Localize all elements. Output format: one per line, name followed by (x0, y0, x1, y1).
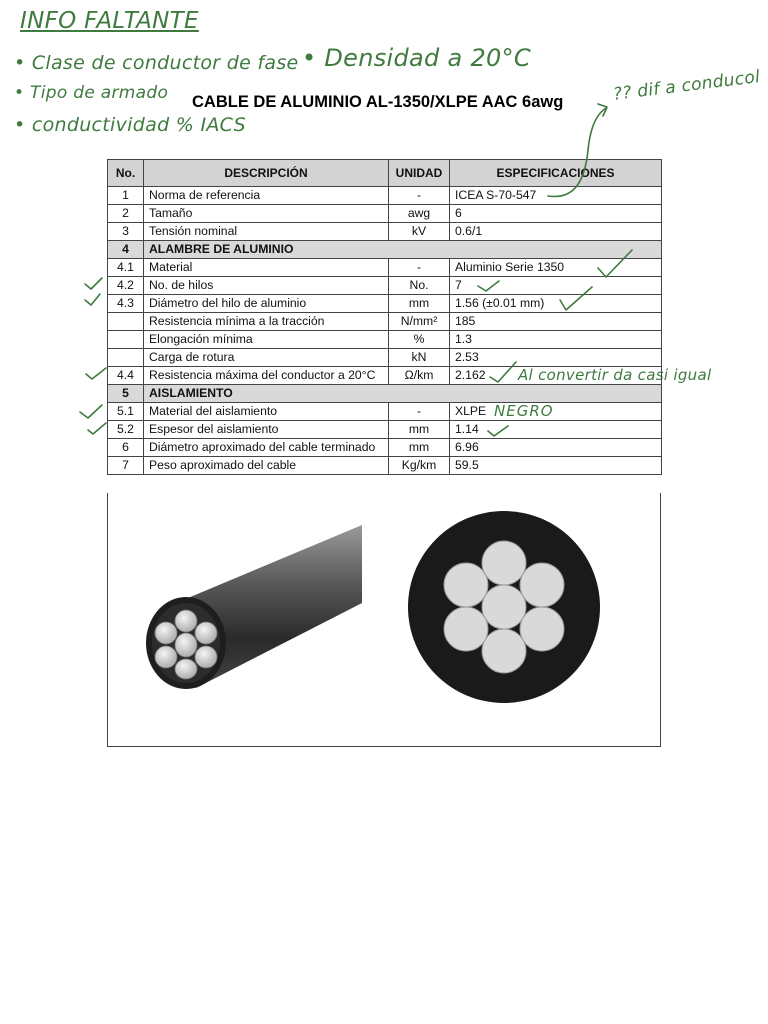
cell-description: No. de hilos (144, 277, 389, 295)
checkmark-margin-4-4 (86, 368, 106, 379)
handwritten-bullet-2: • Densidad a 20°C (302, 44, 531, 72)
table-row (108, 457, 662, 475)
cell-description: Peso aproximado del cable (144, 457, 389, 475)
cell-description: Norma de referencia (144, 187, 389, 205)
col-header-unit: UNIDAD (389, 160, 450, 187)
table-row (108, 259, 662, 277)
cell-no: 3 (108, 223, 144, 241)
checkmark-margin-5-1 (80, 405, 102, 418)
cell-unit: mm (389, 439, 450, 457)
cell-spec: 1.56 (±0.01 mm) (450, 295, 662, 313)
cell-unit: awg (389, 205, 450, 223)
specifications-table (107, 159, 662, 475)
cell-unit: N/mm² (389, 313, 450, 331)
table-row (108, 421, 662, 439)
cell-spec: 6 (450, 205, 662, 223)
handwritten-note-row-5-1: NEGRO (494, 402, 554, 420)
table-header-row (108, 160, 662, 187)
cell-description: Elongación mínima (144, 331, 389, 349)
table-row (108, 313, 662, 331)
cell-spec: 1.3 (450, 331, 662, 349)
cell-unit: kN (389, 349, 450, 367)
cell-unit: No. (389, 277, 450, 295)
col-header-no: No. (108, 160, 144, 187)
cell-description: Diámetro aproximado del cable terminado (144, 439, 389, 457)
cell-unit: - (389, 187, 450, 205)
section-title: ALAMBRE DE ALUMINIO (144, 241, 662, 259)
table-row (108, 223, 662, 241)
cell-spec: 0.6/1 (450, 223, 662, 241)
cell-no: 4 (108, 241, 144, 259)
cell-unit: Ω/km (389, 367, 450, 385)
cell-no: 5.2 (108, 421, 144, 439)
cell-unit: mm (389, 295, 450, 313)
cell-unit: - (389, 259, 450, 277)
cell-unit: - (389, 403, 450, 421)
cable-photo (136, 523, 366, 693)
cell-no: 4.2 (108, 277, 144, 295)
table-row (108, 403, 662, 421)
cell-unit: % (389, 331, 450, 349)
cell-no: 4.4 (108, 367, 144, 385)
cell-description: Material del aislamiento (144, 403, 389, 421)
table-row (108, 205, 662, 223)
cell-spec: 2.53 (450, 349, 662, 367)
cell-no: 6 (108, 439, 144, 457)
table-row (108, 349, 662, 367)
cell-no: 2 (108, 205, 144, 223)
cable-images-panel (107, 493, 661, 747)
cell-spec: 7 (450, 277, 662, 295)
handwritten-note-top-right: ?? dif a conducol (612, 66, 762, 105)
cell-no: 7 (108, 457, 144, 475)
cell-unit: kV (389, 223, 450, 241)
cell-no: 4.1 (108, 259, 144, 277)
handwritten-bullet-3: • Tipo de armado (14, 83, 169, 103)
cell-unit: mm (389, 421, 450, 439)
table-row (108, 277, 662, 295)
cell-description: Diámetro del hilo de aluminio (144, 295, 389, 313)
cell-description: Resistencia mínima a la tracción (144, 313, 389, 331)
cell-spec: Aluminio Serie 1350 (450, 259, 662, 277)
table-row (108, 367, 662, 385)
table-row (108, 295, 662, 313)
cell-unit: Kg/km (389, 457, 450, 475)
checkmark-margin-4-2 (85, 278, 102, 289)
handwritten-bullet-1: • Clase de conductor de fase (14, 52, 299, 74)
cell-description: Carga de rotura (144, 349, 389, 367)
cell-no (108, 331, 144, 349)
cell-no: 4.3 (108, 295, 144, 313)
table-row (108, 331, 662, 349)
cell-spec: 1.14 (450, 421, 662, 439)
cell-spec: 6.96 (450, 439, 662, 457)
arrow-head (598, 104, 607, 116)
cell-spec: 2.162 (450, 367, 662, 385)
handwritten-note-row-4-4: Al convertir da casi igual (518, 366, 712, 384)
cell-description: Espesor del aislamiento (144, 421, 389, 439)
cell-description: Tamaño (144, 205, 389, 223)
section-row (108, 385, 662, 403)
cell-no (108, 313, 144, 331)
checkmark-margin-5-2 (88, 423, 106, 434)
table-row (108, 187, 662, 205)
section-title: AISLAMIENTO (144, 385, 662, 403)
cell-spec: 59.5 (450, 457, 662, 475)
table-row (108, 439, 662, 457)
cell-description: Material (144, 259, 389, 277)
cell-spec: 185 (450, 313, 662, 331)
cell-description: Resistencia máxima del conductor a 20°C (144, 367, 389, 385)
col-header-specifications: ESPECIFICACIONES (450, 160, 662, 187)
cell-no (108, 349, 144, 367)
cell-spec: ICEA S-70-547 (450, 187, 662, 205)
handwritten-bullet-4: • conductividad % IACS (14, 114, 246, 136)
document-title: CABLE DE ALUMINIO AL-1350/XLPE AAC 6awg (192, 93, 564, 111)
section-row (108, 241, 662, 259)
cell-no: 5 (108, 385, 144, 403)
cell-no: 1 (108, 187, 144, 205)
handwritten-heading: INFO FALTANTE (20, 8, 199, 34)
cell-spec: XLPE (450, 403, 662, 421)
checkmark-margin-4-3 (85, 294, 100, 305)
cell-description: Tensión nominal (144, 223, 389, 241)
cell-no: 5.1 (108, 403, 144, 421)
cable-cross-section (404, 507, 604, 707)
col-header-description: DESCRIPCIÓN (144, 160, 389, 187)
